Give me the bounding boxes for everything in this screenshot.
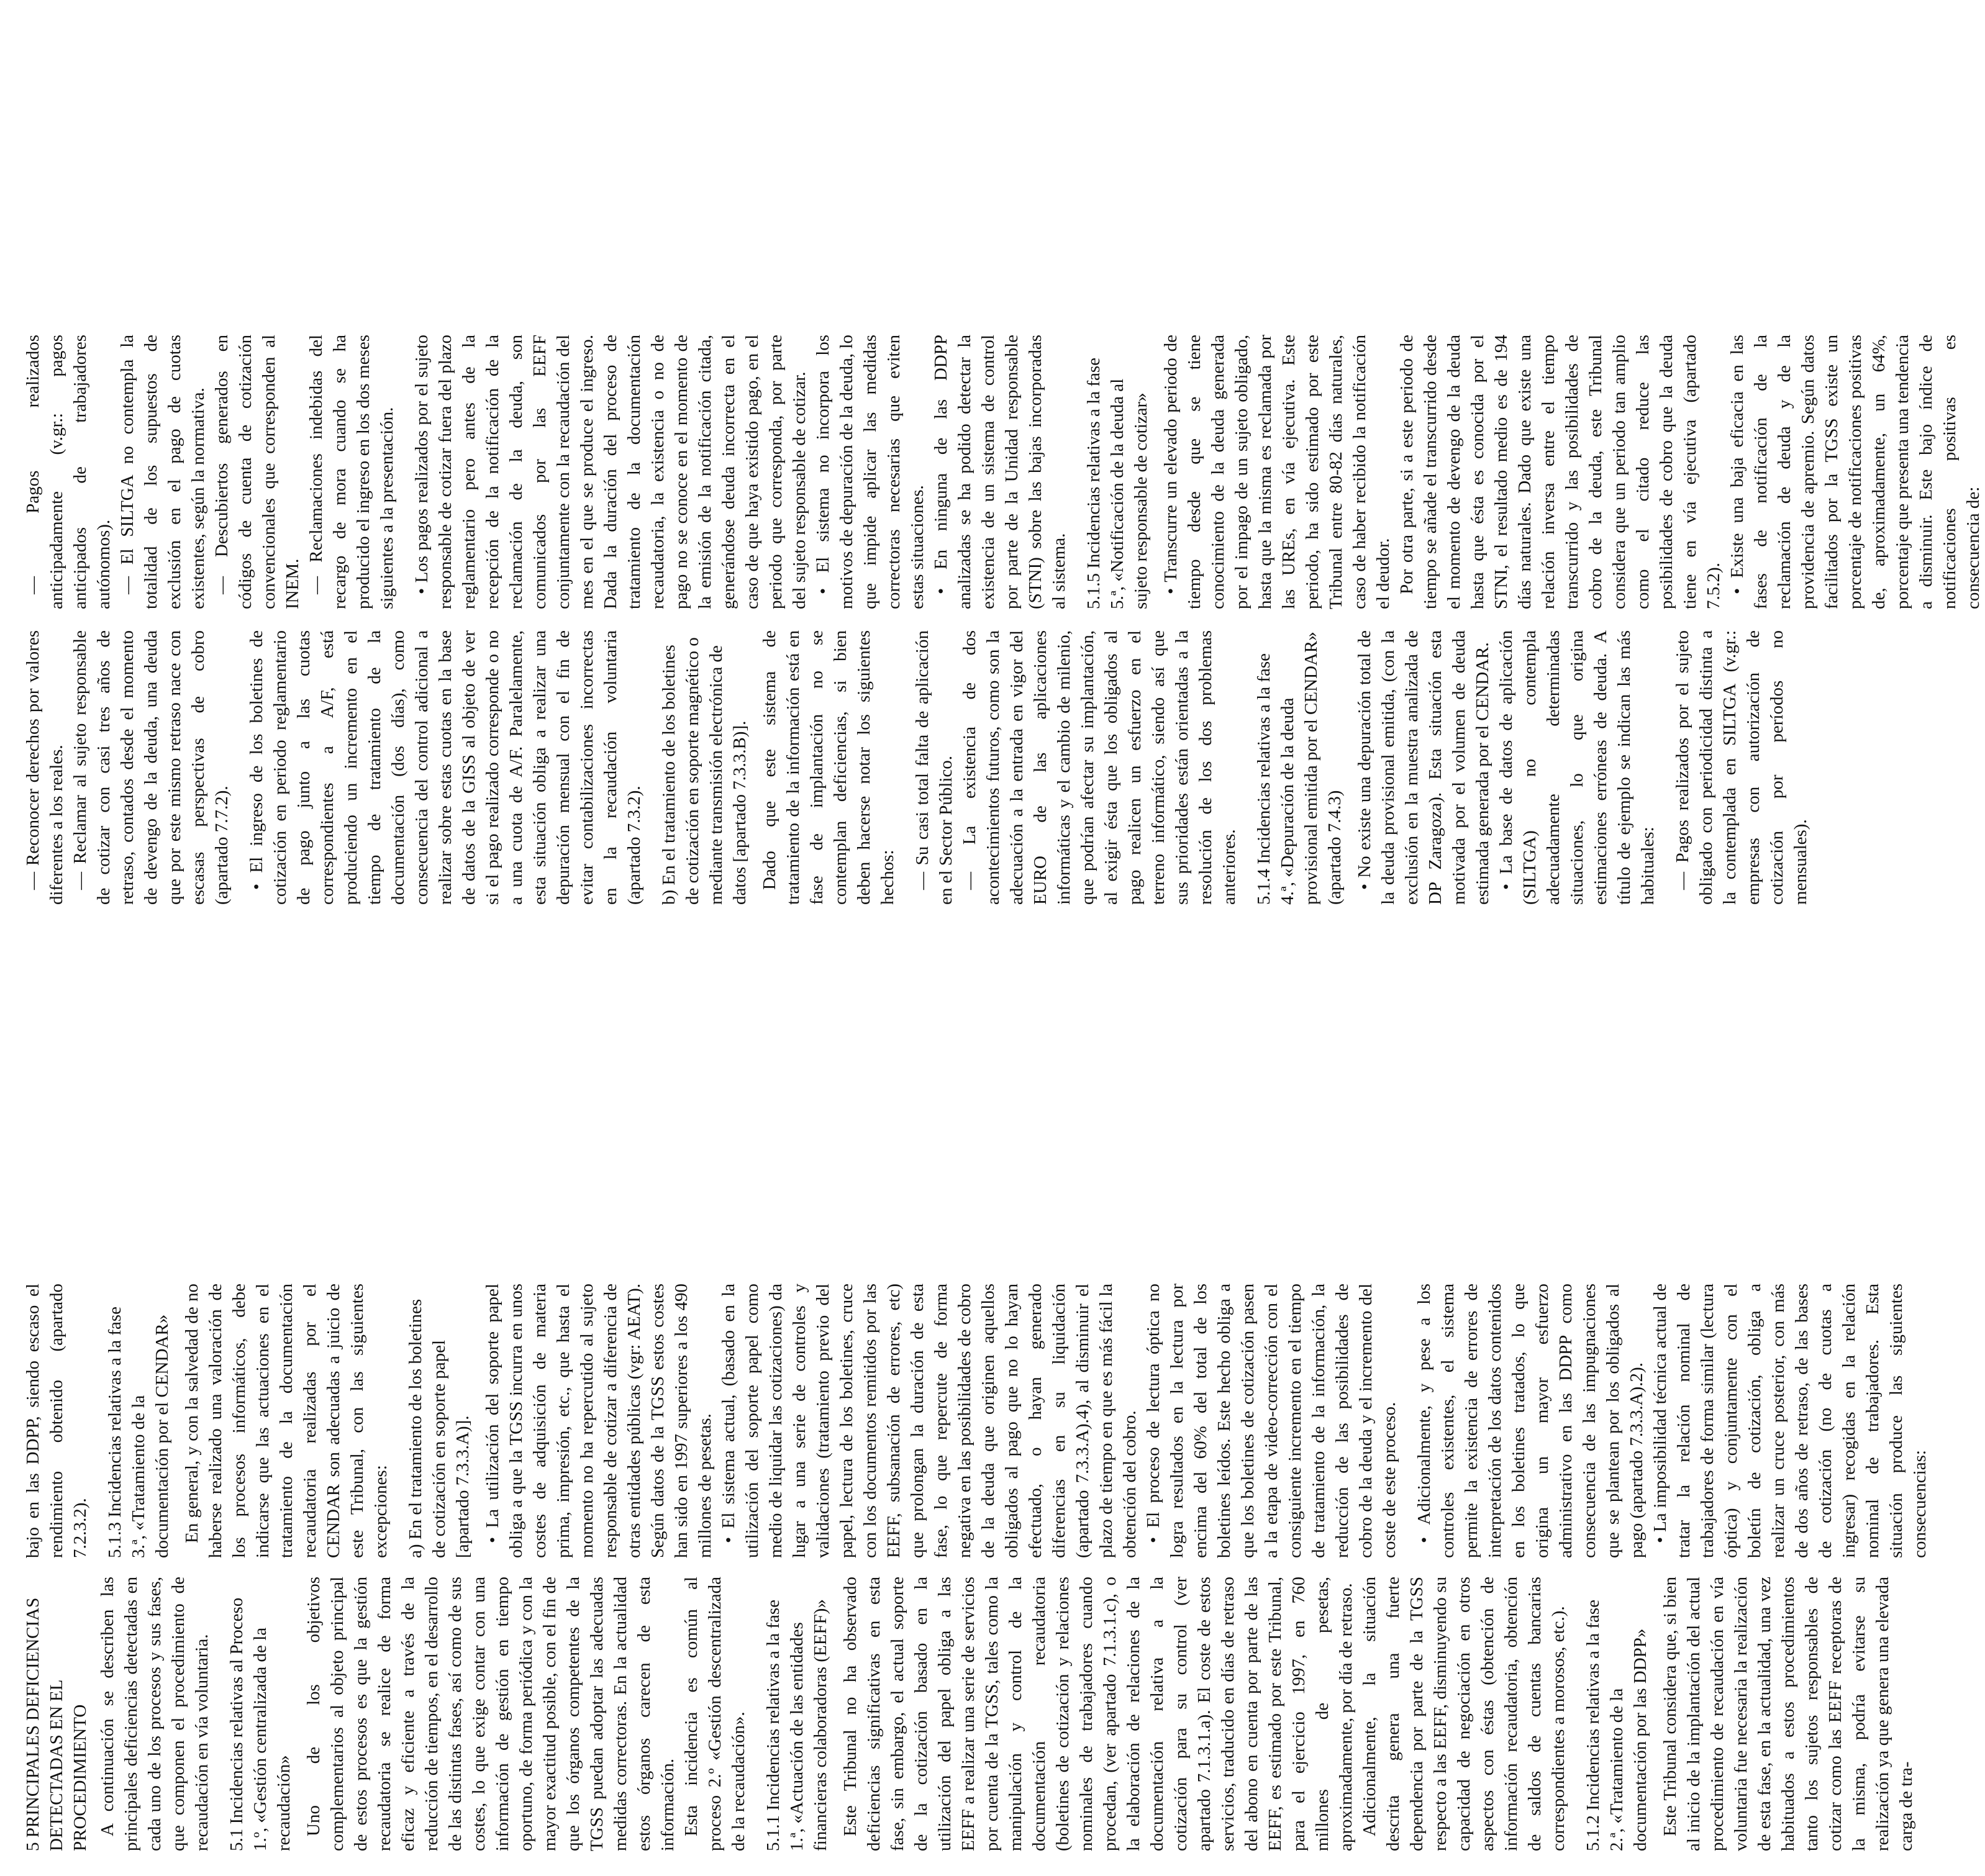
paragraph: En general, y con la salvedad de no haberse realizado una valoración de los procesos informáticos, debe indicarse que las actuaciones en el tratamiento de la documentación recaudatoria realizadas por el CENDAR son adecuadas a juicio de este Tribunal, con las siguientes excepciones: [182,1284,391,1558]
subsection-heading: 5.1.5 Incidencias relativas a la fase 5.ª, «Notificación de la deuda al sujeto responsable de cotizar» [1084,357,1151,609]
subsection-heading: b) En el tratamiento de los boletines de cotización en soporte magnético o mediante transmisión electrónica de datos [apartado 7.3.3.B)]. [659,637,750,905]
dash-paragraph: — Pagos realizados anticipadamente (v.gr.: pagos anticipados de trabajadores autónomos). [23,335,114,609]
dash-paragraph: — La existencia de dos acontecimientos futuros, como son la adecuación a la entrada en vigor del EURO de las aplicaciones informáticas y el cambio de milenio, que podrían afectar su implantación, al exigir ésta que los obligados al pago realicen un esfuerzo en el terreno informático, siendo así que sus prioridades están orientadas a la resolución de los dos problemas anteriores. [960,630,1239,905]
dash-paragraph: — Reconocer derechos por valores diferentes a los reales. [23,630,66,905]
bullet-paragraph: • La base de datos de aplicación (SILTGA) no contempla adecuadamente determinadas situaciones, lo que origina estimaciones erróneas de deuda. A título de ejemplo se indican las más habituales: [1496,630,1658,905]
paragraph: Este Tribunal considera que, si bien al inicio de la implantación del actual procedimiento de recaudación en vía voluntaria fue necesaria la realización de esta fase, en la actualidad, una vez habituados a estos procedimientos tanto los sujetos responsables de cotizar como las EEFF receptoras de la misma, podría evitarse su realización ya que genera una elevada carga de tra- [1660,1577,1916,1851]
subsection-heading: 5.1.3 Incidencias relativas a la fase 3.ª, «Tratamiento de la documentación por el CENDAR» [105,1306,172,1558]
dash-paragraph: — El SILTGA no contempla la totalidad de los supuestos de exclusión en el pago de cuotas existentes, según la normativa. [117,335,208,609]
paragraph: Uno de los objetivos complementarios al objeto principal de estos procesos es que la gestión recaudatoria se realice de forma eficaz y eficiente a través de la reducción de tiempos, en el desarrollo de las distintas fases, así como de sus costes, lo que exige contar con una información de gestión en tiempo oportuno, de forma periódica y con la mayor exactitud posible, con el fin de que los órganos competentes de la TGSS puedan adoptar las adecuadas medidas correctoras. En la actualidad estos órganos carecen de esta información. [304,1577,678,1851]
paragraph: A continuación se describen las principales deficiencias detectadas en cada uno de los procesos y sus fases, que componen el procedimiento de recaudación en vía voluntaria. [98,1577,212,1851]
dash-paragraph: — Descubiertos generados en códigos de cuenta de cotización convencionales que corresponden al INEM. [212,335,302,609]
paragraph: bajo en las DDPP, siendo escaso el rendimiento obtenido (apartado 7.2.3.2). [23,1284,90,1558]
bullet-paragraph: • Los pagos realizados por el sujeto responsable de cotizar fuera del plazo reglamentario pero antes de la recepción de la notificación de la reclamación de la deuda, son comunicados por las EEFF conjuntamente con la recaudación del mes en el que se produce el ingreso. Dada la duración del proceso de tratamiento de la documentación recaudatoria, la existencia o no de pago no se conoce en el momento de la emisión de la notificación citada, generándose deuda incorrecta en el caso de que haya existido pago, en el periodo que corresponda, por parte del sujeto responsable de cotizar. [412,335,809,609]
bullet-paragraph: • El sistema actual, (basado en la utilización del soporte papel como medio de liquidar las cotizaciones) da lugar a una serie de controles y validaciones (tratamiento previo del papel, lectura de los boletines, cruce con los documentos remitidos por las EEFF, subsanación de errores, etc) que prolongan la duración de esta fase, lo que repercute de forma negativa en las posibilidades de cobro de la deuda que originen aquellos obligados al pago que no lo hayan efectuado, o hayan generado diferencias en su liquidación (apartado 7.3.3.A).4), al disminuir el plazo de tiempo en que es más fácil la obtención del cobro. [719,1284,1140,1558]
bullet-paragraph: • El proceso de lectura óptica no logra resultados en la lectura por encima del 60% del total de los boletines leídos. Este hecho obliga a que los boletines de cotización pasen a la etapa de video-corrección con el consiguiente incremento en el tiempo de tratamiento de la información, la reducción de las posibilidades de cobro de la deuda y el incremento del coste de este proceso. [1143,1284,1399,1558]
subsection-heading: a) En el tratamiento de los boletines de cotización en soporte papel [apartado 7.3.3.A)]. [406,1298,473,1558]
bullet-paragraph: • El sistema no incorpora los motivos de depuración de la deuda, lo que impide aplicar las medidas correctoras necesarias que eviten estas situaciones. [813,335,927,609]
subsection-heading: 5.1.1 Incidencias relativas a la fase 1.ª, «Actuación de las entidades financieras colaboradoras (EEFF)» [763,1599,830,1851]
bullet-paragraph: • Adicionalmente, y pese a los controles existentes, el sistema permite la existencia de errores de interpretación de los datos contenidos en los boletines tratados, lo que origina un mayor esfuerzo administrativo en las DDPP como consecuencia de las impugnaciones que se plantean por los obligados al pago (apartado 7.3.3.A).2). [1414,1284,1647,1558]
bullet-paragraph: • Transcurre un elevado periodo de tiempo desde que se tiene conocimiento de la deuda generada por el impago de un sujeto obligado, hasta que la misma es reclamada por las UREs, en vía ejecutiva. Este periodo, ha sido estimado por este Tribunal entre 80-82 días naturales, caso de haber recibido la notificación el deudor. [1161,335,1393,609]
column-1 [21,1577,1918,1851]
dash-paragraph: — Reclamar al sujeto responsable de cotizar con casi tres años de retraso, contados desde el momento de devengo de la deuda, una deuda que por este mismo retraso nace con escasas perspectivas de cobro (apartado 7.7.2). [70,630,232,905]
column-3 [21,630,1812,905]
subsection-heading: 5.1.4 Incidencias relativas a la fase 4.ª, «Depuración de la deuda provisional emitida por el CENDAR» (apartado 7.4.3) [1254,632,1345,905]
bullet-paragraph: • La utilización del soporte papel obliga a que la TGSS incurra en unos costes de adquisición de materia prima, impresión, etc., que hasta el momento no ha repercutido al sujeto responsable de cotizar a diferencia de otras entidades públicas (vgr: AEAT). Según datos de la TGSS estos costes han sido en 1997 superiores a los 490 millones de pesetas. [483,1284,715,1558]
paragraph: Adicionalmente, la situación descrita genera una fuerte dependencia por parte de la TGSS respecto a las EEFF, disminuyendo su capacidad de negociación en otros aspectos con éstas (obtención de información recaudatoria, obtención de saldos de cuentas bancarias correspondientes a morosos, etc.). [1360,1577,1568,1851]
bullet-paragraph: • Existe una baja eficacia en las fases de notificación de la reclamación de deuda y de la providencia de apremio. Según datos facilitados por la TGSS existe un porcentaje de notificaciones positivas de, aproximadamente, un 64%, porcentaje que presenta una tendencia a disminuir. Este bajo índice de notificaciones positivas es consecuencia de: [1727,335,1983,609]
subsection-heading: 5.1.2 Incidencias relativas a la fase 2.ª, «Tratamiento de la documentación por las DDPP» [1583,1599,1650,1851]
bullet-paragraph: • El ingreso de los boletines de cotización en periodo reglamentario de pago junto a las cuotas correspondientes a A/F, está produciendo un incremento en el tiempo de tratamiento de la documentación (dos días), como consecuencia del control adicional a realizar sobre estas cuotas en la base de datos de la GISS al objeto de ver si el pago realizado corresponde o no a una cuota de A/F. Paralelamente, esta situación obliga a realizar una depuración mensual con el fin de evitar contabilizaciones incorrectas en la recaudación voluntaria (apartado 7.3.2). [247,630,644,905]
paragraph: Esta incidencia es común al proceso 2.º «Gestión descentralizada de la recaudación». [681,1577,748,1851]
section-heading: 5 PRINCIPALES DEFICIENCIAS DETECTADAS EN EL PROCEDIMIENTO [23,1597,90,1851]
dash-paragraph: — Pagos realizados por el sujeto obligado con periodicidad distinta a la contemplada en SILTGA (v.gr.: empresas con autorización de cotización por períodos no mensuales). [1673,630,1810,905]
bullet-paragraph: • En ninguna de las DDPP analizadas se ha podido detectar la existencia de un sistema de control por parte de la Unidad responsable (STNI) sobre las bajas incorporadas al sistema. [931,335,1069,609]
paragraph: Por otra parte, si a este periodo de tiempo se añade el transcurrido desde el momento de devengo de la deuda hasta que ésta es conocida por el STNI, el resultado medio es de 194 días naturales. Dado que existe una relación inversa entre el tiempo transcurrido y las posibilidades de cobro de la deuda, este Tribunal considera que un periodo tan amplio como el citado reduce las posibilidades de cobro que la deuda tiene en vía ejecutiva (apartado 7.5.2). [1397,335,1724,609]
column-2 [21,1284,1932,1558]
column-4 [21,335,1985,609]
bullet-paragraph: • La imposibilidad técnica actual de tratar la relación nominal de trabajadores de forma similar (lectura óptica) y conjuntamente con el boletín de cotización, obliga a realizar un cruce posterior, con más de dos años de retraso, de las bases de cotización (no de cuotas a ingresar) recogidas en la relación nominal de trabajadores. Esta situación produce las siguientes consecuencias: [1650,1284,1930,1558]
dash-paragraph: — Su casi total falta de aplicación en el Sector Público. [912,630,956,905]
paragraph: Este Tribunal no ha observado deficiencias significativas en esta fase, sin embargo, el actual soporte de la cotización basado en la utilización del papel obliga a las EEFF a realizar una serie de servicios por cuenta de la TGSS, tales como la manipulación y control de la documentación recaudatoria (boletines de cotización y relaciones nominales de trabajadores cuando procedan, (ver apartado 7.1.3.1.c), o la elaboración de relaciones de la documentación relativa a la cotización para su control (ver apartado 7.1.3.1.a). El coste de estos servicios, traducido en días de retraso del abono en cuenta por parte de las EEFF, es estimado por este Tribunal, para el ejercicio 1997, en 760 millones de pesetas, aproximadamente, por día de retraso. [840,1577,1356,1851]
subsection-heading: 5.1 Incidencias relativas al Proceso 1.º, «Gestión centralizada de la recaudación» [227,1597,294,1851]
dash-paragraph: — Reclamaciones indebidas del recargo de mora cuando se ha producido el ingreso en los dos meses siguientes a la presentación. [306,335,397,609]
paragraph: Dado que este sistema de tratamiento de la información está en fase de implantación no se contemplan deficiencias, si bien deben hacerse notar los siguientes hechos: [760,630,897,905]
bullet-paragraph: • No existe una depuración total de la deuda provisional emitida, (con la exclusión en la muestra analizada de DP Zaragoza). Esta situación esta motivada por el volumen de deuda estimada generada por el CENDAR. [1355,630,1492,905]
